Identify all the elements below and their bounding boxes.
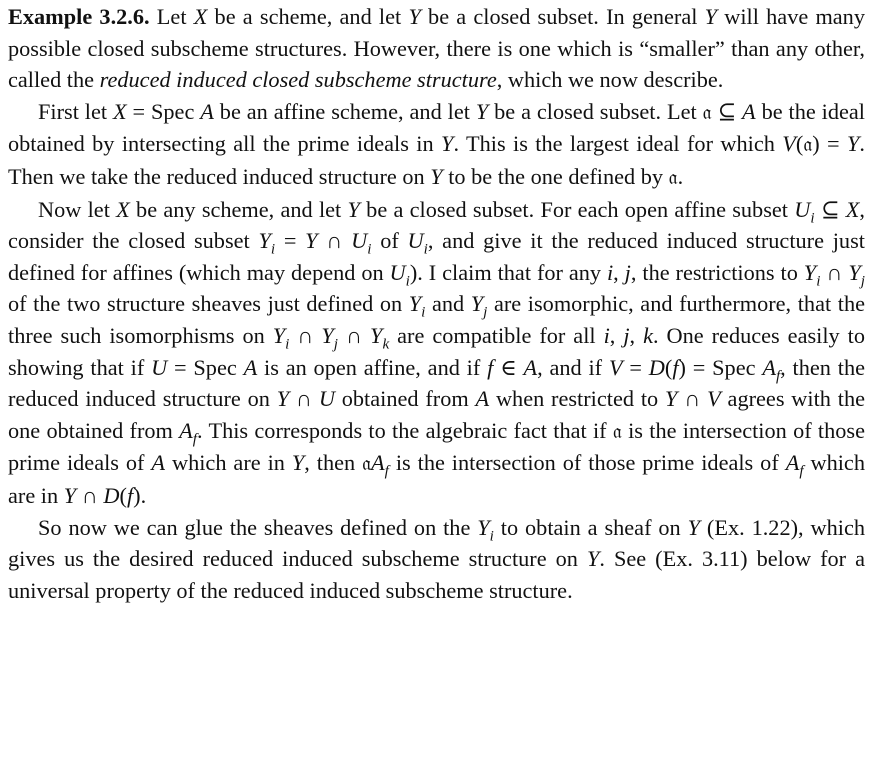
text-run: be a closed subset. For each open affine subset	[359, 196, 795, 222]
text-run: ∩	[289, 386, 319, 412]
math-symbol: j	[624, 259, 631, 285]
text-run: . One reduces easily to showing that if	[8, 322, 865, 380]
text-run: agrees with the one obtained from	[8, 386, 866, 443]
math-symbol: X	[845, 196, 860, 222]
example-heading: Example 3.2.6.	[8, 4, 150, 29]
math-symbol: Y	[321, 322, 334, 348]
math-symbol: Y	[475, 98, 489, 124]
text-run: are isomorphic, and furthermore, that the three such isomorphisms on	[8, 291, 865, 348]
text-run: ∈	[493, 354, 524, 380]
emphasized-term: reduced induced closed subscheme structure	[99, 67, 497, 93]
math-subscript: j	[860, 272, 865, 290]
math-symbol: Y	[586, 546, 600, 572]
math-symbol: Y	[276, 386, 290, 412]
text-run: (	[664, 354, 673, 380]
math-symbol: Y	[408, 4, 421, 29]
math-symbol: 𝔞	[612, 418, 622, 443]
math-symbol: f	[672, 354, 679, 380]
text-run: Now let	[38, 196, 117, 222]
math-symbol: Y	[803, 259, 817, 285]
text-run: which are in	[8, 450, 865, 508]
text-run: ∩	[76, 482, 104, 508]
math-symbol: D	[103, 482, 120, 508]
text-run: of	[371, 228, 408, 254]
text-run: are compatible for all	[389, 322, 604, 348]
text-run: . See (Ex. 3.11) below for a universal property of the reduced induced subscheme structure.	[8, 546, 865, 603]
math-symbol: Y	[441, 131, 454, 157]
text-run: =	[622, 354, 649, 380]
math-symbol: k	[643, 322, 653, 348]
text-run: and	[425, 291, 471, 317]
text-run: ,	[613, 259, 625, 285]
text-run: be a scheme, and let	[207, 4, 409, 29]
math-symbol: X	[116, 196, 130, 222]
math-symbol: D	[648, 354, 665, 380]
math-symbol: U	[389, 259, 406, 285]
text-run: will have many possible closed subscheme structures. However, there is one which is “smaller” than any other, called the	[8, 4, 865, 93]
math-symbol: U	[151, 354, 168, 380]
text-run: ⊆	[814, 196, 846, 222]
text-run: So now we can glue the sheaves defined on the	[38, 514, 478, 540]
math-subscript: i	[270, 240, 276, 258]
text-run: . This corresponds to the algebraic fact that if	[197, 417, 613, 443]
text-run: (	[119, 482, 127, 508]
math-symbol: f	[487, 354, 494, 380]
math-subscript: i	[421, 303, 426, 321]
text-run: of the two structure sheaves just defined on	[8, 291, 409, 317]
math-symbol: U	[318, 386, 335, 412]
math-symbol: 𝔞	[803, 132, 813, 157]
math-symbol: U	[407, 228, 424, 254]
text-run: to be the one defined by	[442, 163, 669, 189]
text-run: ∩	[820, 259, 849, 285]
text-run: ,	[629, 322, 644, 348]
text-run: ∩	[677, 386, 708, 412]
math-subscript: i	[489, 526, 494, 544]
math-symbol: U	[351, 228, 368, 254]
text-run: ∩	[338, 322, 371, 348]
math-symbol: 𝔞	[668, 164, 678, 189]
math-subscript: j	[483, 303, 488, 321]
math-symbol: X	[193, 4, 208, 29]
math-symbol: A	[151, 450, 166, 476]
math-subscript: i	[405, 272, 410, 290]
text-run: =	[275, 228, 306, 254]
math-subscript: i	[285, 335, 290, 353]
math-subscript: i	[367, 240, 372, 258]
text-run: , then the reduced induced structure on	[8, 354, 866, 412]
math-symbol: A	[742, 98, 756, 124]
math-symbol: Y	[664, 386, 678, 412]
general-case-paragraph	[0, 194, 873, 512]
example-intro-paragraph	[0, 0, 873, 96]
math-symbol: 𝔞	[702, 99, 712, 124]
text-run: ∩	[317, 228, 352, 254]
text-run: to obtain a sheaf on	[493, 514, 688, 540]
text-run: (	[795, 131, 804, 157]
text-run: , the restrictions to	[630, 259, 804, 285]
math-symbol: A	[523, 354, 538, 380]
text-run: be an affine scheme, and let	[213, 98, 476, 124]
math-symbol: A	[371, 450, 385, 476]
text-run: be the ideal obtained by intersecting all the prime ideals in	[8, 98, 865, 157]
math-symbol: Y	[704, 4, 718, 29]
math-symbol: Y	[408, 291, 422, 317]
text-run: which are in	[165, 450, 292, 476]
math-symbol: Y	[848, 259, 861, 285]
gluing-paragraph	[0, 512, 873, 607]
math-symbol: V	[608, 354, 623, 380]
math-symbol: A	[179, 417, 193, 443]
math-symbol: Y	[847, 131, 860, 157]
math-symbol: Y	[305, 228, 318, 254]
math-symbol: Y	[63, 482, 77, 508]
math-subscript: i	[810, 208, 815, 226]
text-run: ) = Spec	[678, 354, 763, 380]
text-run: ) =	[812, 131, 848, 157]
text-run: be any scheme, and let	[129, 196, 348, 222]
math-symbol: X	[113, 98, 127, 124]
math-symbol: Y	[347, 196, 360, 222]
math-symbol: f	[126, 482, 134, 508]
math-subscript: f	[192, 430, 198, 448]
text-run: = Spec	[167, 354, 244, 380]
text-run: ). I claim that for any	[409, 259, 607, 285]
math-symbol: A	[475, 386, 490, 412]
text-run: Let	[149, 4, 194, 29]
text-run: obtained from	[334, 386, 476, 412]
text-run: ⊆	[711, 98, 743, 124]
text-run: First let	[38, 98, 113, 124]
text-run: is the intersection of those prime ideals of	[8, 417, 866, 476]
math-symbol: A	[200, 98, 214, 124]
affine-case-paragraph	[0, 96, 873, 194]
text-run: is an open affine, and if	[257, 354, 488, 380]
math-subscript: j	[333, 335, 338, 353]
math-symbol: A	[785, 450, 800, 476]
text-run: (Ex. 1.22), which gives us the desired reduced induced subscheme structure on	[8, 514, 865, 572]
text-run: when restricted to	[489, 386, 665, 412]
text-run: ∩	[289, 322, 322, 348]
math-symbol: Y	[370, 322, 383, 348]
math-symbol: Y	[687, 514, 701, 540]
text-run: , then	[304, 450, 363, 476]
math-symbol: Y	[258, 228, 271, 254]
math-symbol: Y	[477, 514, 490, 540]
math-symbol: 𝔞	[362, 451, 372, 476]
math-symbol: Y	[272, 322, 286, 348]
math-subscript: f	[384, 462, 389, 480]
math-subscript: i	[816, 272, 821, 290]
text-run: , which we now describe.	[496, 67, 724, 93]
math-subscript: f	[799, 462, 804, 480]
math-symbol: Y	[430, 163, 443, 189]
math-symbol: V	[782, 131, 796, 157]
text-run: . Then we take the reduced induced structure on	[8, 131, 865, 189]
math-subscript: k	[382, 335, 390, 353]
text-run: be a closed subset. In general	[420, 4, 705, 29]
math-symbol: U	[794, 196, 811, 222]
math-symbol: A	[762, 354, 776, 380]
text-run: ).	[133, 482, 147, 508]
text-run: = Spec	[126, 98, 201, 124]
text-run: , and give it the reduced induced structure just defined for affines (which may depend on	[8, 228, 865, 285]
text-run: be a closed subset. Let	[488, 98, 703, 124]
math-subscript: i	[423, 240, 428, 258]
math-symbol: j	[623, 322, 630, 348]
math-symbol: V	[707, 386, 721, 412]
math-subscript: f	[775, 366, 781, 384]
text-run: ,	[609, 322, 624, 348]
math-symbol: Y	[470, 291, 484, 317]
text-run: is the intersection of those prime ideals of	[388, 450, 786, 476]
math-symbol: i	[603, 322, 610, 348]
text-run: , consider the closed subset	[8, 196, 865, 254]
math-symbol: A	[243, 354, 258, 380]
math-symbol: i	[606, 259, 614, 285]
math-symbol: Y	[291, 450, 305, 476]
text-run: .	[677, 163, 684, 189]
text-run: . This is the largest ideal for which	[453, 131, 783, 157]
text-run: , and if	[537, 354, 609, 380]
